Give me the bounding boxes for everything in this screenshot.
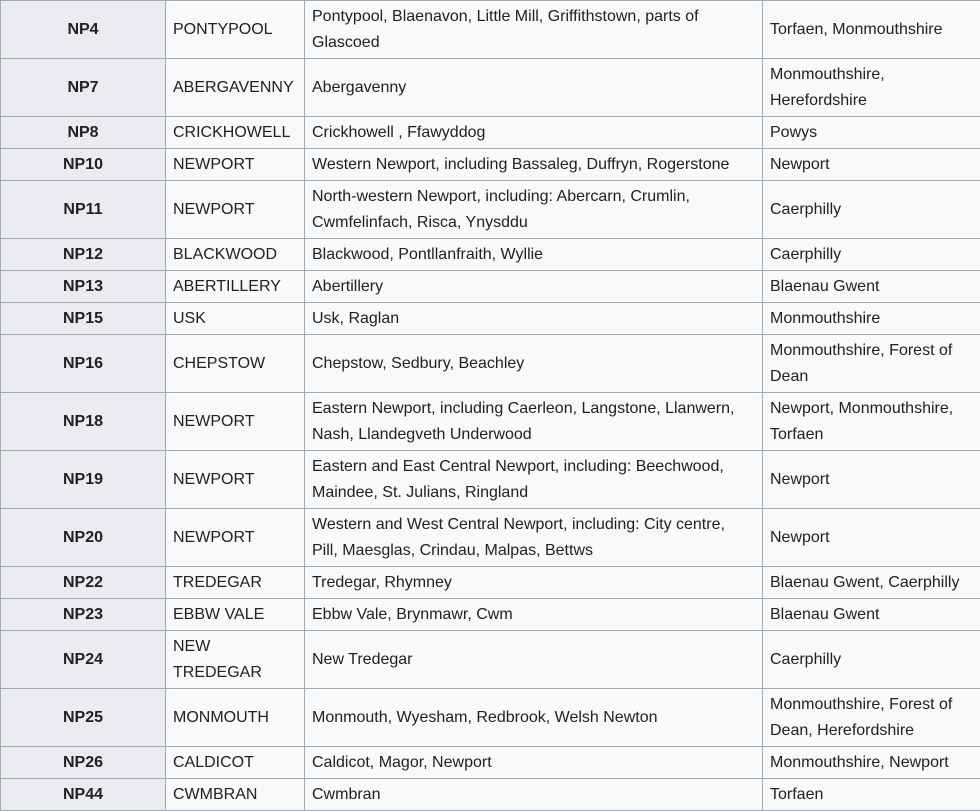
table-row: [1, 451, 980, 509]
coverage-cell: Western Newport, including Bassaleg, Duffryn, Rogerstone: [305, 149, 763, 181]
coverage-cell: Ebbw Vale, Brynmawr, Cwm: [305, 599, 763, 631]
table-row: [1, 335, 980, 393]
coverage-cell: Eastern Newport, including Caerleon, Langstone, Llanwern, Nash, Llandegveth Underwood: [305, 393, 763, 451]
local-authority-cell: Newport, Monmouthshire, Torfaen: [763, 393, 980, 451]
table-row: [1, 509, 980, 567]
coverage-cell: Pontypool, Blaenavon, Little Mill, Griffithstown, parts of Glascoed: [305, 1, 763, 59]
coverage-cell: Usk, Raglan: [305, 303, 763, 335]
postcode-district-cell: NP11: [1, 181, 166, 239]
coverage-cell: Cwmbran: [305, 779, 763, 811]
table-row: [1, 149, 980, 181]
local-authority-cell: Monmouthshire, Forest of Dean, Herefordshire: [763, 689, 980, 747]
table-row: [1, 747, 980, 779]
postcode-district-cell: NP18: [1, 393, 166, 451]
local-authority-cell: Caerphilly: [763, 631, 980, 689]
local-authority-cell: Blaenau Gwent: [763, 599, 980, 631]
table-row: [1, 59, 980, 117]
post-town-cell: EBBW VALE: [166, 599, 305, 631]
local-authority-cell: Newport: [763, 509, 980, 567]
postcode-district-cell: NP10: [1, 149, 166, 181]
post-town-cell: CWMBRAN: [166, 779, 305, 811]
postcode-district-cell: NP20: [1, 509, 166, 567]
postcode-district-cell: NP15: [1, 303, 166, 335]
post-town-cell: PONTYPOOL: [166, 1, 305, 59]
table-row: [1, 779, 980, 811]
post-town-cell: ABERGAVENNY: [166, 59, 305, 117]
local-authority-cell: Caerphilly: [763, 181, 980, 239]
post-town-cell: TREDEGAR: [166, 567, 305, 599]
local-authority-cell: Newport: [763, 451, 980, 509]
post-town-cell: MONMOUTH: [166, 689, 305, 747]
coverage-cell: Caldicot, Magor, Newport: [305, 747, 763, 779]
post-town-cell: USK: [166, 303, 305, 335]
postcode-district-cell: NP44: [1, 779, 166, 811]
post-town-cell: NEWPORT: [166, 451, 305, 509]
coverage-cell: North-western Newport, including: Abercarn, Crumlin, Cwmfelinfach, Risca, Ynysddu: [305, 181, 763, 239]
postcode-district-cell: NP25: [1, 689, 166, 747]
post-town-cell: NEW TREDEGAR: [166, 631, 305, 689]
post-town-cell: NEWPORT: [166, 181, 305, 239]
post-town-cell: BLACKWOOD: [166, 239, 305, 271]
postcode-district-cell: NP19: [1, 451, 166, 509]
postcode-district-cell: NP12: [1, 239, 166, 271]
table-row: [1, 303, 980, 335]
local-authority-cell: Powys: [763, 117, 980, 149]
coverage-cell: Eastern and East Central Newport, including: Beechwood, Maindee, St. Julians, Ringland: [305, 451, 763, 509]
local-authority-cell: Blaenau Gwent: [763, 271, 980, 303]
local-authority-cell: Monmouthshire, Newport: [763, 747, 980, 779]
table-row: [1, 117, 980, 149]
table-row: [1, 239, 980, 271]
local-authority-cell: Monmouthshire, Forest of Dean: [763, 335, 980, 393]
coverage-cell: Western and West Central Newport, including: City centre, Pill, Maesglas, Crindau, Malpas, Bettws: [305, 509, 763, 567]
postcode-district-cell: NP26: [1, 747, 166, 779]
post-town-cell: CRICKHOWELL: [166, 117, 305, 149]
table-row: [1, 181, 980, 239]
coverage-cell: Monmouth, Wyesham, Redbrook, Welsh Newton: [305, 689, 763, 747]
table-row: [1, 689, 980, 747]
postcode-district-cell: NP13: [1, 271, 166, 303]
table-row: [1, 599, 980, 631]
coverage-cell: Abertillery: [305, 271, 763, 303]
local-authority-cell: Torfaen, Monmouthshire: [763, 1, 980, 59]
postcode-district-cell: NP24: [1, 631, 166, 689]
postcode-district-cell: NP22: [1, 567, 166, 599]
table-row: [1, 393, 980, 451]
local-authority-cell: Caerphilly: [763, 239, 980, 271]
coverage-cell: Abergavenny: [305, 59, 763, 117]
post-town-cell: NEWPORT: [166, 149, 305, 181]
table-row: [1, 567, 980, 599]
coverage-cell: Blackwood, Pontllanfraith, Wyllie: [305, 239, 763, 271]
table-row: [1, 271, 980, 303]
postcode-district-cell: NP23: [1, 599, 166, 631]
local-authority-cell: Torfaen: [763, 779, 980, 811]
post-town-cell: NEWPORT: [166, 509, 305, 567]
coverage-cell: Chepstow, Sedbury, Beachley: [305, 335, 763, 393]
post-town-cell: NEWPORT: [166, 393, 305, 451]
post-town-cell: CHEPSTOW: [166, 335, 305, 393]
table-row: [1, 631, 980, 689]
coverage-cell: New Tredegar: [305, 631, 763, 689]
postcode-district-cell: NP8: [1, 117, 166, 149]
post-town-cell: CALDICOT: [166, 747, 305, 779]
coverage-cell: Crickhowell , Ffawyddog: [305, 117, 763, 149]
local-authority-cell: Blaenau Gwent, Caerphilly: [763, 567, 980, 599]
table-row: [1, 1, 980, 59]
local-authority-cell: Monmouthshire, Herefordshire: [763, 59, 980, 117]
local-authority-cell: Monmouthshire: [763, 303, 980, 335]
coverage-cell: Tredegar, Rhymney: [305, 567, 763, 599]
local-authority-cell: Newport: [763, 149, 980, 181]
postcode-district-cell: NP4: [1, 1, 166, 59]
post-town-cell: ABERTILLERY: [166, 271, 305, 303]
postcode-district-cell: NP16: [1, 335, 166, 393]
postcode-district-cell: NP7: [1, 59, 166, 117]
